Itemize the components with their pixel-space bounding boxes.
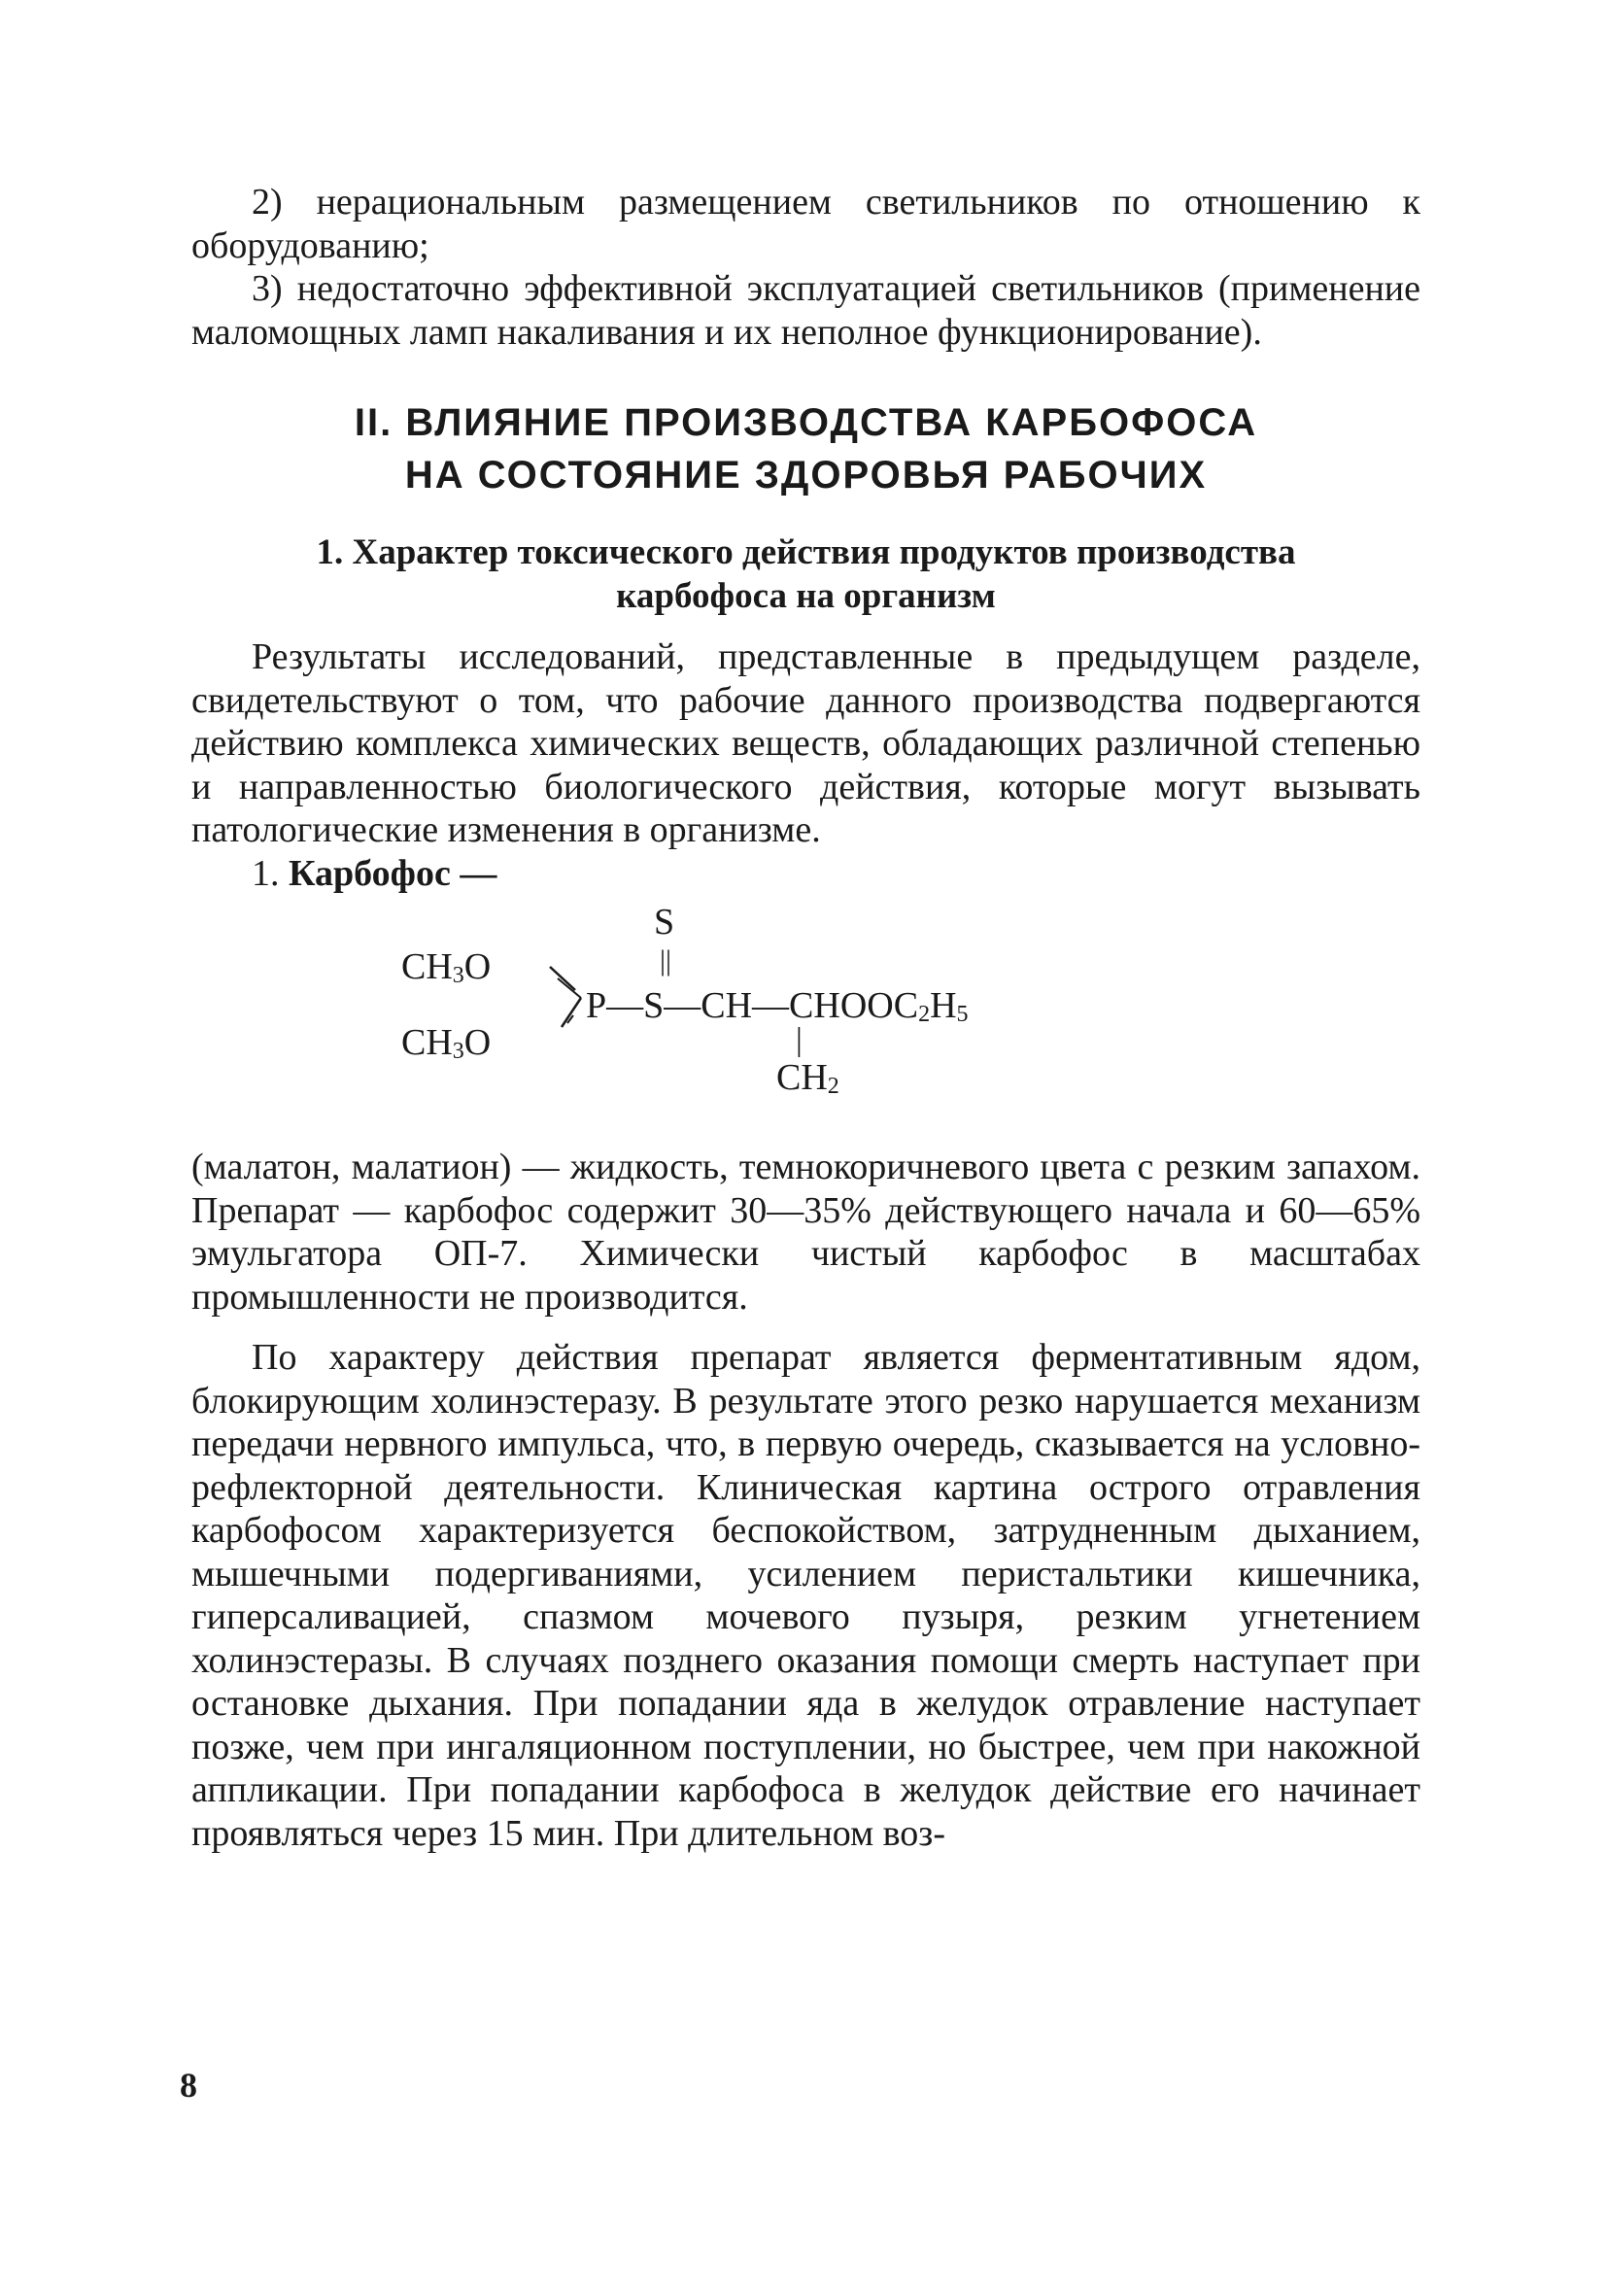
page-number: 8 (180, 2066, 197, 2105)
paragraph-action: По характеру действия препарат является ферментативным ядом, блокирующим холинэстеразу. В результате этого резко нарушается механизм передачи нервного импульса, что, в первую очередь, сказывается на условно-рефлекторной деятельности. Клиническая картина острого отравления карбофосом характеризуется беспокойством, затрудненным дыханием, мышечными подергиваниями, усилением перистальтики кишечника, гиперсаливацией, спазмом мочевого пузыря, резким угнетением холинэстеразы. В случаях позднего оказания помощи смерть наступает при остановке дыхания. При попадании яда в желудок отравление наступает позже, чем при ингаляционном поступлении, но быстрее, чем при накожной аппликации. При попадании карбофоса в желудок действие его начинает проявляться через 15 мин. При длительном воз- (191, 1337, 1420, 1854)
formula-main-chain: $P—S—CH—CHOOC_2H_5$ (586, 985, 969, 1027)
text-column (191, 181, 1420, 1855)
formula-single-bond: | (796, 1022, 803, 1058)
section-heading (191, 396, 1420, 501)
paragraph-malaton: (малатон, малатион) — жидкость, темнокоричневого цвета с резким запахом. Препарат — карбофос содержит 30—35% действующего начала и 60—65% эмульгатора ОП-7. Химически чистый карбофос в масштабах промышленности не производится. (191, 1147, 1420, 1318)
list-item-2: 2) нерациональным размещением светильников по отношению к оборудованию; (191, 182, 1420, 266)
chemical-formula (191, 901, 1420, 1099)
karbofos-number: 1. (252, 852, 280, 894)
section-heading-line-2: НА СОСТОЯНИЕ ЗДОРОВЬЯ РАБОЧИХ (404, 454, 1208, 497)
subsection-heading-line-1: 1. Характер токсического действия продуктов производства (316, 532, 1296, 572)
formula-methoxy-1: $CH_3O$ (401, 946, 492, 988)
subsection-heading-line-2: карбофоса на организм (616, 576, 996, 616)
section-heading-line-1: II. ВЛИЯНИЕ ПРОИЗВОДСТВА КАРБОФОСА (354, 401, 1258, 444)
karbofos-item (191, 852, 1420, 896)
formula-double-bond: || (660, 944, 672, 977)
paragraph-results: Результаты исследований, представленные в предыдущем разделе, свидетельствуют о том, что рабочие данного производства подвергаются действию комплекса химических веществ, обладающих различной степенью и направленностью биологического действия, которые могут вызывать патологические изменения в организме. (191, 636, 1420, 850)
subsection-heading (191, 531, 1420, 618)
list-item-3: 3) недостаточно эффективной эксплуатацией светильников (применение маломощных ламп накаливания и их неполное функционирование). (191, 268, 1420, 353)
karbofos-name: Карбофос — (289, 852, 497, 894)
formula-sulfur-top: S (654, 902, 675, 942)
formula-methoxy-2: $CH_3O$ (401, 1022, 492, 1064)
formula-ch2: $CH_2$ (776, 1057, 839, 1099)
